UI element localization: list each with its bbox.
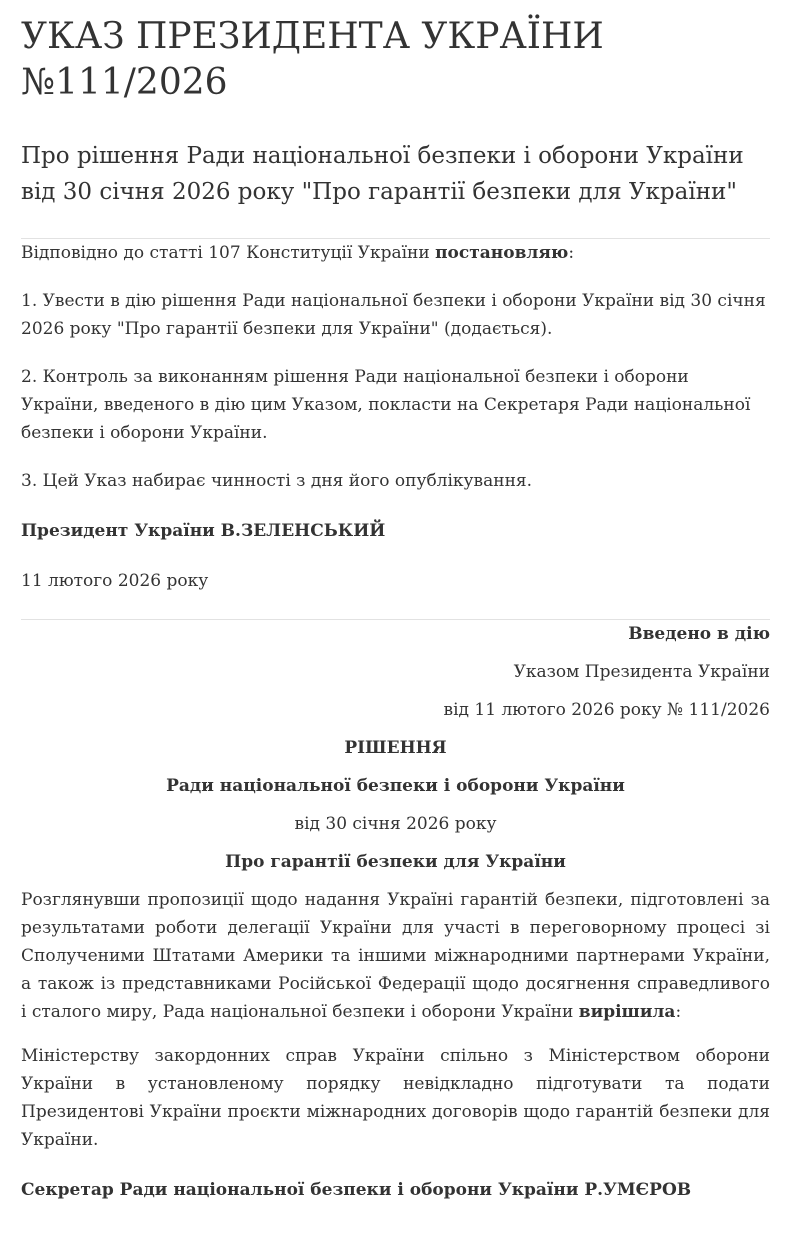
decision-paragraph-1-text: Розглянувши пропозиції щодо надання Україні гарантій безпеки, підготовлені за результатами роботи делегації України для участі в переговорному процесі зі Сполученими Штатами Америки та іншими міжнародними партнерами України, а також із представниками Російської Федерації щодо досягнення справедливого і сталого миру, Рада національної безпеки і оборони України (21, 890, 770, 1022)
decree-preamble (21, 239, 770, 267)
decision-signature: Секретар Ради національної безпеки і оборони України Р.УМЄРОВ (21, 1180, 692, 1200)
decree-item-2: 2. Контроль за виконанням рішення Ради національної безпеки і оборони України, введеного в дію цим Указом, покласти на Секретаря Ради національної безпеки і оборони України. (21, 367, 751, 443)
decision-paragraph-1-tail: : (675, 1002, 682, 1022)
decree-preamble-bold-word: постановляю (435, 243, 569, 263)
decree-item-1: 1. Увести в дію рішення Ради національної безпеки і оборони України від 30 січня 2026 року "Про гарантії безпеки для України" (додається). (21, 291, 766, 339)
decision-paragraph-2: Міністерству закордонних справ України спільно з Міністерством оборони України в установленому порядку невідкладно підготувати та подати Президентові України проєкти міжнародних договорів щодо гарантій безпеки для України. (21, 1046, 770, 1150)
decree-date: 11 лютого 2026 року (21, 571, 209, 591)
page-subtitle: Про рішення Ради національної безпеки і оборони України від 30 січня 2026 року "Про гарантії безпеки для України" (21, 143, 744, 205)
enactment-line-2: Указом Президента України (513, 662, 770, 682)
decision-paragraph-1-bold-word: вирішила (578, 1002, 676, 1022)
page-title: УКАЗ ПРЕЗИДЕНТА УКРАЇНИ №111/2026 (21, 16, 604, 103)
decree-preamble-tail: : (568, 243, 575, 263)
decision-heading-title: Про гарантії безпеки для України (225, 852, 566, 872)
decree-item-3: 3. Цей Указ набирає чинності з дня його опублікування. (21, 471, 533, 491)
enactment-line-1: Введено в дію (628, 624, 770, 644)
decision-paragraph-1 (21, 886, 770, 1026)
enactment-line-3: від 11 лютого 2026 року № 111/2026 (443, 700, 770, 720)
decree-preamble-text: Відповідно до статті 107 Конституції України (21, 243, 436, 263)
decision-heading-date: від 30 січня 2026 року (294, 814, 497, 834)
document-page (21, 14, 770, 1204)
decision-heading-type: РІШЕННЯ (344, 738, 447, 758)
decree-signature: Президент України В.ЗЕЛЕНСЬКИЙ (21, 521, 386, 541)
decision-heading-body: Ради національної безпеки і оборони України (166, 776, 625, 796)
